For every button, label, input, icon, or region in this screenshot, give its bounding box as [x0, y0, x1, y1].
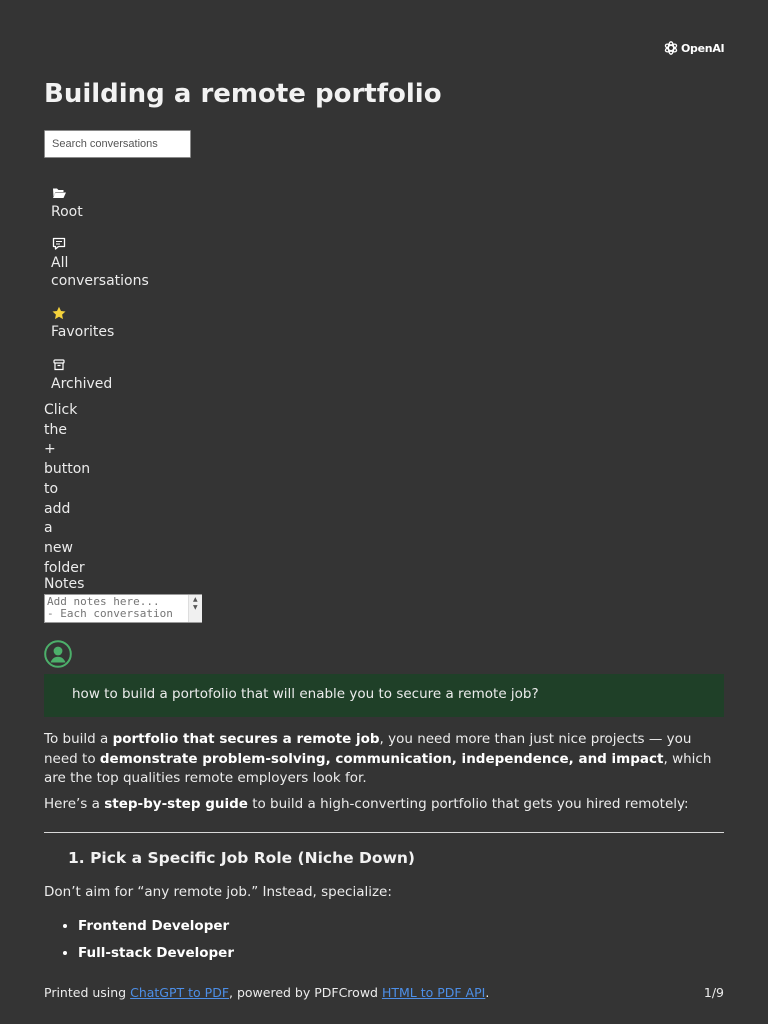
- bold-span: portfolio that secures a remote job: [112, 731, 380, 747]
- html-to-pdf-link[interactable]: HTML to PDF API: [381, 985, 486, 1000]
- folder-open-icon: [51, 186, 67, 200]
- role-list: [44, 913, 724, 967]
- hint-word: a: [44, 520, 53, 537]
- nav-label-all-line1: All: [51, 255, 69, 271]
- scroll-up-icon[interactable]: ▲: [193, 596, 198, 603]
- footer-middle: , powered by PDFCrowd: [229, 985, 382, 1000]
- notes-label: Notes: [44, 576, 85, 592]
- nav-label-archived: Archived: [51, 376, 113, 392]
- page-number: 1/9: [703, 985, 724, 1000]
- openai-icon: [663, 40, 679, 56]
- archive-icon: [51, 358, 67, 372]
- user-avatar: [44, 640, 72, 672]
- bold-span: step-by-step guide: [104, 795, 248, 812]
- notes-scrollbar[interactable]: [188, 595, 202, 622]
- search-input[interactable]: [44, 130, 191, 158]
- hint-word: Click: [44, 402, 78, 418]
- divider: [44, 832, 724, 833]
- bold-span: demonstrate problem-solving, communication, independence, and impact: [99, 750, 664, 767]
- user-icon: [44, 640, 72, 668]
- text-span: , you need more than just nice projects — you need to: [44, 731, 692, 767]
- scroll-down-icon[interactable]: ▼: [193, 604, 198, 611]
- chat-icon: [51, 237, 67, 251]
- page-title: Building a remote portfolio: [44, 79, 442, 109]
- folder-hint: [44, 401, 104, 578]
- footer: [44, 985, 724, 1000]
- nav-item-all-conversations[interactable]: [51, 237, 161, 290]
- nav-label-favorites: Favorites: [51, 324, 115, 340]
- text-span: To build a: [44, 731, 113, 747]
- nav-item-root[interactable]: [51, 186, 161, 221]
- text-span: Here’s a: [44, 795, 105, 812]
- intro-paragraph: [44, 730, 724, 789]
- section-heading: 1. Pick a Specific Job Role (Niche Down): [68, 849, 416, 867]
- hint-word: the: [44, 421, 67, 438]
- chatgpt-to-pdf-link[interactable]: ChatGPT to PDF: [130, 985, 230, 1000]
- footer-suffix: .: [485, 985, 490, 1000]
- list-item: • Full-stack Developer: [78, 940, 724, 967]
- nav-label-all-line2: conversations: [51, 273, 149, 289]
- hint-word: button: [44, 461, 91, 478]
- footer-prefix: Printed using: [44, 985, 131, 1000]
- hint-word: add: [44, 500, 71, 517]
- section-paragraph: Don’t aim for “any remote job.” Instead, specialize:: [44, 884, 392, 900]
- assistant-response: [44, 730, 724, 967]
- text-span: , which are the top qualities remote employers look for.: [44, 750, 712, 786]
- hint-word: folder: [44, 559, 85, 576]
- star-icon: [51, 306, 67, 320]
- notes-field[interactable]: [44, 594, 202, 623]
- hint-word: +: [44, 441, 56, 458]
- openai-logo: [663, 40, 724, 56]
- nav-label-root: Root: [51, 204, 83, 220]
- list-item: • Frontend Developer: [78, 913, 724, 940]
- hint-word: new: [44, 539, 73, 556]
- brand-name: OpenAI: [681, 41, 725, 55]
- user-message: how to build a portofolio that will enable you to secure a remote job?: [44, 674, 724, 717]
- nav-item-archived[interactable]: [51, 358, 161, 393]
- nav-item-favorites[interactable]: [51, 306, 161, 341]
- guide-paragraph: [44, 795, 724, 815]
- text-span: to build a high-converting portfolio that gets you hired remotely:: [247, 795, 689, 812]
- hint-word: to: [44, 480, 59, 497]
